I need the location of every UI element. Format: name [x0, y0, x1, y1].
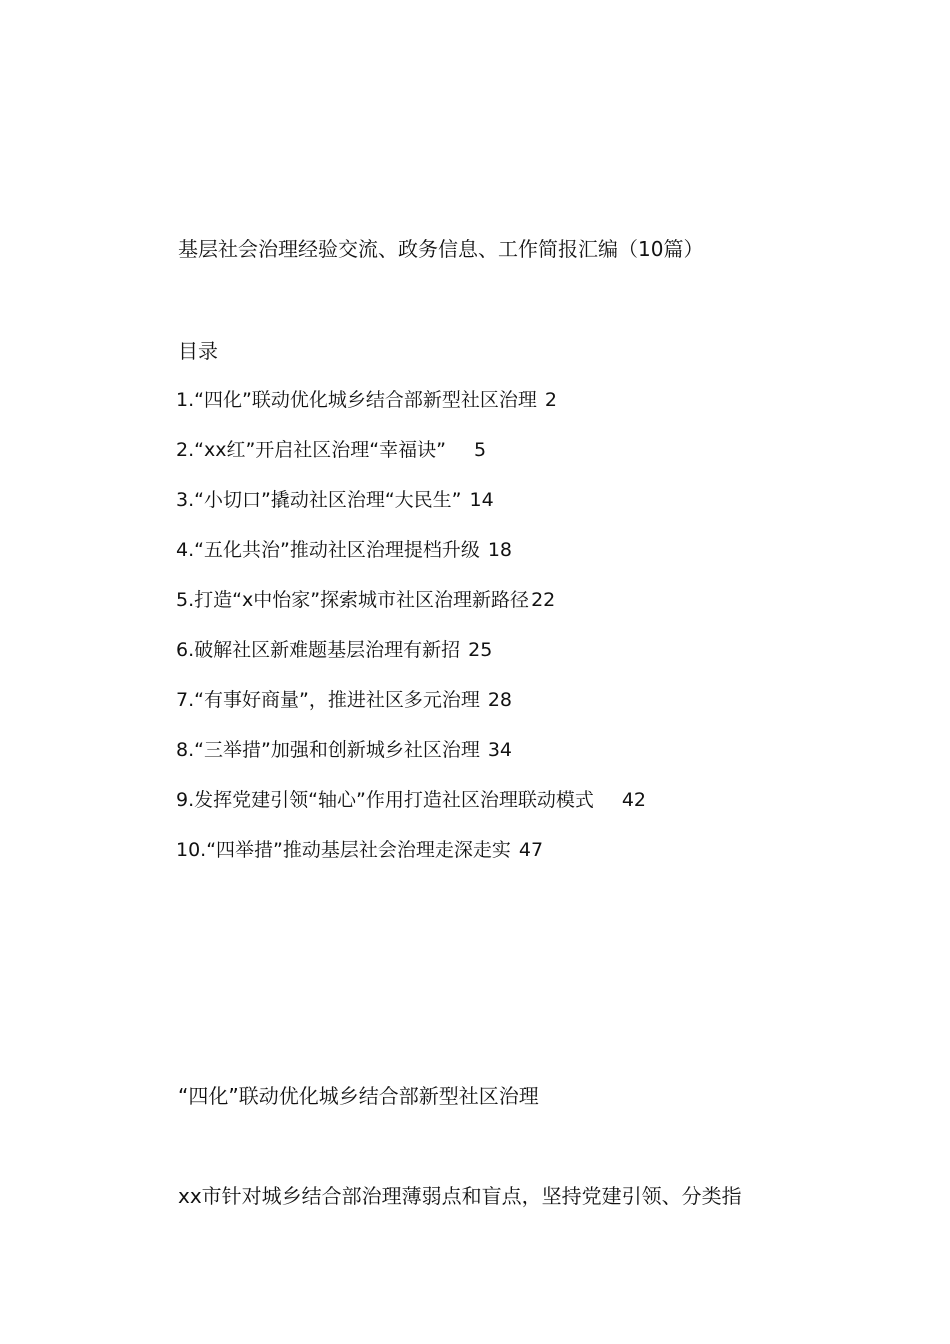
toc-item-label: 5.打造“x中怡家”探索城市社区治理新路径 [176, 589, 530, 611]
toc-item-label: 4.“五化共治”推动社区治理提档升级 [176, 539, 480, 561]
toc-item-label: 7.“有事好商量”，推进社区多元治理 [176, 689, 480, 711]
toc-item[interactable] [176, 435, 646, 485]
toc-item-label: 1.“四化”联动优化城乡结合部新型社区治理 [176, 389, 537, 411]
toc-item[interactable] [176, 585, 646, 635]
body-paragraph: xx市针对城乡结合部治理薄弱点和盲点，坚持党建引领、分类指 [178, 1184, 742, 1208]
table-of-contents [176, 385, 646, 885]
toc-item-label: 9.发挥党建引领“轴心”作用打造社区治理联动模式 [176, 789, 594, 811]
toc-item[interactable] [176, 635, 646, 685]
toc-item-page: 14 [469, 489, 494, 511]
toc-item-label: 3.“小切口”撬动社区治理“大民生” [176, 489, 462, 511]
section-title: “四化”联动优化城乡结合部新型社区治理 [178, 1084, 539, 1108]
toc-item-page: 34 [487, 739, 513, 761]
document-title: 基层社会治理经验交流、政务信息、工作简报汇编（10篇） [178, 237, 704, 261]
toc-item-page: 47 [518, 839, 544, 861]
toc-item-label: 10.“四举措”推动基层社会治理走深走实 [176, 839, 511, 861]
toc-item[interactable] [176, 785, 646, 835]
toc-item[interactable] [176, 685, 646, 735]
toc-item-page: 25 [468, 639, 493, 661]
toc-item[interactable] [176, 385, 646, 435]
toc-item-label: 8.“三举措”加强和创新城乡社区治理 [176, 739, 480, 761]
toc-item-page: 42 [621, 789, 647, 811]
toc-item-page: 18 [487, 539, 513, 561]
toc-item[interactable] [176, 485, 646, 535]
toc-item-label: 6.破解社区新难题基层治理有新招 [176, 639, 461, 661]
toc-item-page: 28 [487, 689, 513, 711]
toc-item-page: 5 [474, 439, 487, 461]
toc-item[interactable] [176, 735, 646, 785]
toc-item-label: 2.“xx红”开启社区治理“幸福诀” [176, 439, 446, 461]
toc-item[interactable] [176, 835, 646, 885]
toc-heading: 目录 [178, 339, 218, 363]
toc-item[interactable] [176, 535, 646, 585]
toc-item-page: 2 [544, 389, 557, 411]
toc-item-page: 22 [531, 589, 556, 611]
